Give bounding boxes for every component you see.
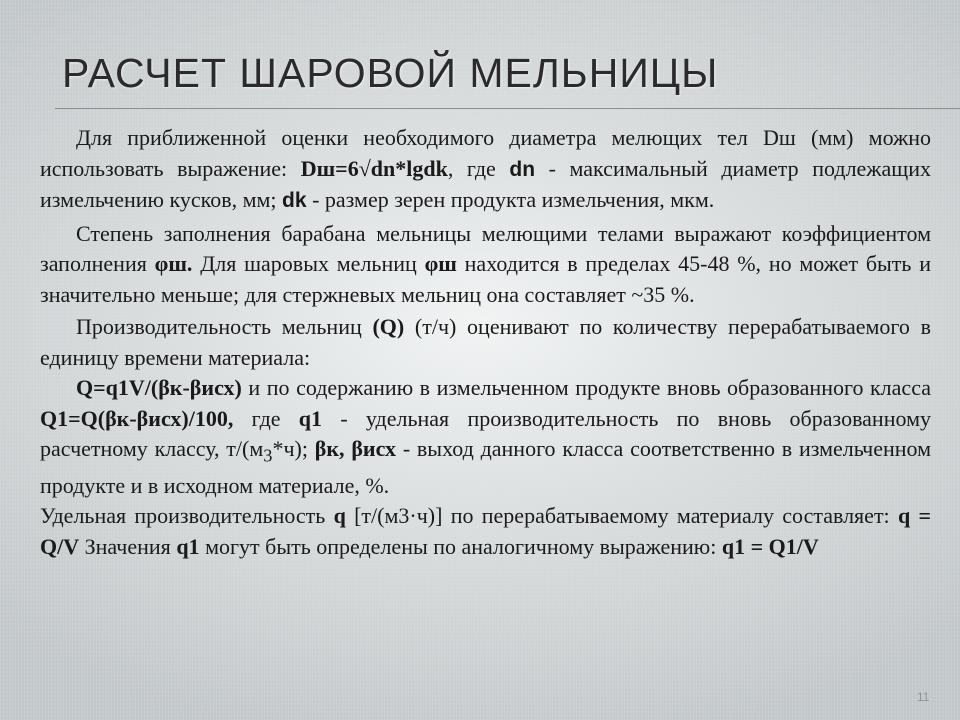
text: Удельная производительность bbox=[40, 503, 334, 529]
term-phi: φш bbox=[424, 251, 457, 276]
term-q1: q1 bbox=[298, 405, 323, 431]
paragraph-productivity-formula bbox=[40, 373, 931, 501]
slide-title: РАСЧЕТ ШАРОВОЙ МЕЛЬНИЦЫ bbox=[62, 50, 719, 96]
paragraph-ball-diameter bbox=[40, 123, 931, 217]
text: находится в пределах 45-48 %, но может быть и значительно меньше; для стержневых мельниц она составляет ~35 %. bbox=[40, 251, 932, 307]
text: - выход данного класса соответственно в измельченном продукте и в исходном материале, %. bbox=[40, 436, 932, 498]
text: , где bbox=[447, 155, 510, 181]
term-beta-isx: βисх bbox=[351, 436, 397, 461]
paragraph-fill-degree bbox=[40, 219, 931, 311]
term-q: q bbox=[333, 503, 346, 529]
term-dk: dk bbox=[282, 189, 307, 212]
slide-number: 11 bbox=[917, 690, 930, 704]
formula-q1: q1 = Q1/V bbox=[721, 533, 819, 559]
text: и по содержанию в измельченном продукте вновь образованного класса bbox=[241, 375, 931, 400]
term-dn: dn bbox=[509, 157, 536, 181]
text: - максимальный диаметр подлежащих измельчению кусков, мм; bbox=[40, 155, 931, 212]
paragraph-productivity bbox=[40, 312, 931, 373]
formula-productivity: Q=q1V/(βк-βисх) bbox=[76, 375, 242, 400]
text: Для приближенной оценки необходимого диаметра мелющих тел Dш (мм) можно использовать выражение: bbox=[40, 125, 931, 181]
title-divider bbox=[55, 108, 960, 109]
subscript: 3 bbox=[263, 445, 273, 466]
formula-specific: q = Q/V bbox=[40, 503, 931, 559]
text: Производительность мельниц bbox=[76, 314, 373, 339]
term-q1: q1 bbox=[176, 533, 200, 559]
text: (т/ч) оценивают по количеству перерабатываемого в единицу времени материала: bbox=[40, 314, 931, 370]
text: Значения bbox=[79, 533, 177, 559]
formula-new-class: Q1=Q(βк-βисх)/100, bbox=[40, 405, 234, 431]
slide-body bbox=[40, 123, 931, 562]
term-q: (Q) bbox=[372, 314, 405, 339]
text: где bbox=[233, 405, 299, 431]
text: - удельная производительность по вновь образованному расчетному классу, т/(м bbox=[40, 405, 931, 461]
text: могут быть определены по аналогичному выражению: bbox=[199, 533, 722, 559]
term-phi: φш. bbox=[154, 251, 193, 276]
text: Для шаровых мельниц bbox=[192, 251, 425, 276]
text: Степень заполнения барабана мельницы мелющими телами выражают коэффициентом заполнения bbox=[40, 220, 931, 276]
formula-ball-diameter: Dш=6√dn*lgdk bbox=[300, 155, 448, 181]
text: [т/(м3·ч)] по перерабатываемому материалу составляет: bbox=[345, 503, 898, 529]
text: - размер зерен продукта измельчения, мкм. bbox=[306, 187, 715, 212]
term-beta-k: βк, bbox=[314, 436, 345, 461]
text: *ч); bbox=[272, 436, 315, 461]
paragraph-specific-productivity bbox=[40, 501, 931, 562]
